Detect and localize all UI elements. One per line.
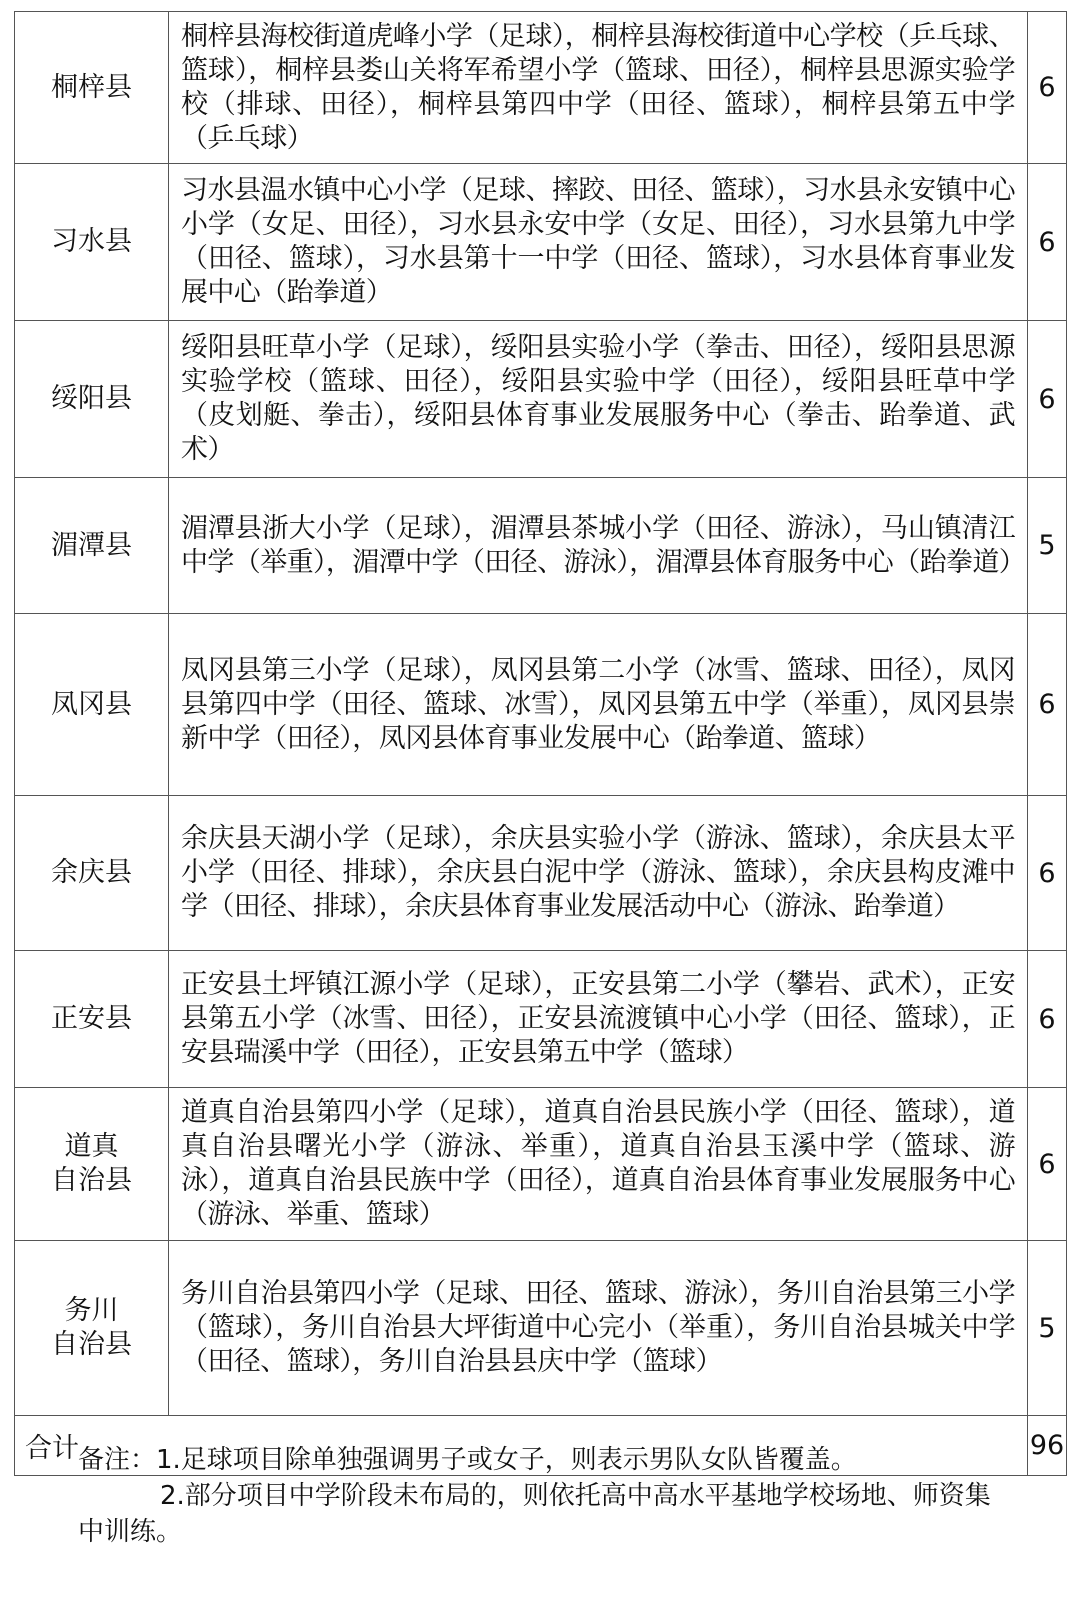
count-cell: 6 (1028, 321, 1067, 478)
table-row (15, 1241, 1067, 1416)
schools-cell: 道真自治县第四小学（足球），道真自治县民族小学（田径、篮球），道真自治县曙光小学（游泳、举重），道真自治县玉溪中学（篮球、游泳），道真自治县民族中学（田径），道真自治县体育事业发展服务中心（游泳、举重、篮球） (169, 1088, 1028, 1241)
count-cell: 5 (1028, 1241, 1067, 1416)
county-name-line1: 道真 (64, 1131, 119, 1162)
county-cell: 正安县 (15, 951, 169, 1088)
table-row (15, 478, 1067, 614)
schools-cell: 正安县土坪镇江源小学（足球），正安县第二小学（攀岩、武术），正安县第五小学（冰雪、田径），正安县流渡镇中心小学（田径、篮球），正安县瑞溪中学（田径），正安县第五中学（篮球） (169, 951, 1028, 1088)
county-name-line2: 自治县 (51, 1329, 132, 1360)
county-cell: 余庆县 (15, 796, 169, 951)
county-name-line1: 务川 (64, 1295, 119, 1326)
schools-cell: 桐梓县海校街道虎峰小学（足球），桐梓县海校街道中心学校（乒乓球、篮球），桐梓县娄山关将军希望小学（篮球、田径），桐梓县思源实验学校（排球、田径），桐梓县第四中学（田径、篮球），桐梓县第五中学（乒乓球） (169, 12, 1028, 164)
county-cell: 凤冈县 (15, 614, 169, 796)
schools-cell: 务川自治县第四小学（足球、田径、篮球、游泳），务川自治县第三小学（篮球），务川自治县大坪街道中心完小（举重），务川自治县城关中学（田径、篮球），务川自治县县庆中学（篮球） (169, 1241, 1028, 1416)
schools-cell: 湄潭县浙大小学（足球），湄潭县茶城小学（田径、游泳），马山镇清江中学（举重），湄潭中学（田径、游泳），湄潭县体育服务中心（跆拳道） (169, 478, 1028, 614)
table-row (15, 796, 1067, 951)
schools-table (14, 11, 1067, 1476)
count-cell: 6 (1028, 12, 1067, 164)
note-line-3: 中训练。 (78, 1517, 183, 1547)
county-name-line2: 自治县 (51, 1165, 132, 1196)
count-cell: 6 (1028, 951, 1067, 1088)
table-row (15, 12, 1067, 164)
table-row (15, 164, 1067, 321)
count-cell: 5 (1028, 478, 1067, 614)
count-cell: 6 (1028, 614, 1067, 796)
table-row (15, 951, 1067, 1088)
note-line-2: 2.部分项目中学阶段未布局的，则依托高中高水平基地学校场地、师资集 (160, 1481, 991, 1511)
county-cell: 桐梓县 (15, 12, 169, 164)
table-row (15, 614, 1067, 796)
schools-cell: 习水县温水镇中心小学（足球、摔跤、田径、篮球），习水县永安镇中心小学（女足、田径），习水县永安中学（女足、田径），习水县第九中学（田径、篮球），习水县第十一中学（田径、篮球），习水县体育事业发展中心（跆拳道） (169, 164, 1028, 321)
total-value: 96 (1028, 1416, 1067, 1476)
county-cell (15, 1241, 169, 1416)
note-line-1: 备注：1.足球项目除单独强调男子或女子，则表示男队女队皆覆盖。 (78, 1445, 857, 1475)
count-cell: 6 (1028, 1088, 1067, 1241)
county-cell (15, 1088, 169, 1241)
count-cell: 6 (1028, 164, 1067, 321)
table-row (15, 1088, 1067, 1241)
schools-cell: 绥阳县旺草小学（足球），绥阳县实验小学（拳击、田径），绥阳县思源实验学校（篮球、田径），绥阳县实验中学（田径），绥阳县旺草中学（皮划艇、拳击），绥阳县体育事业发展服务中心（拳击、跆拳道、武术） (169, 321, 1028, 478)
table-row (15, 321, 1067, 478)
count-cell: 6 (1028, 796, 1067, 951)
notes-section (0, 1442, 1080, 1550)
county-cell: 习水县 (15, 164, 169, 321)
schools-cell: 凤冈县第三小学（足球），凤冈县第二小学（冰雪、篮球、田径），凤冈县第四中学（田径、篮球、冰雪），凤冈县第五中学（举重），凤冈县崇新中学（田径），凤冈县体育事业发展中心（跆拳道、篮球） (169, 614, 1028, 796)
county-cell: 绥阳县 (15, 321, 169, 478)
total-label: 合计 (15, 1416, 1028, 1476)
schools-cell: 余庆县天湖小学（足球），余庆县实验小学（游泳、篮球），余庆县太平小学（田径、排球），余庆县白泥中学（游泳、篮球），余庆县构皮滩中学（田径、排球），余庆县体育事业发展活动中心（游泳、跆拳道） (169, 796, 1028, 951)
county-cell: 湄潭县 (15, 478, 169, 614)
